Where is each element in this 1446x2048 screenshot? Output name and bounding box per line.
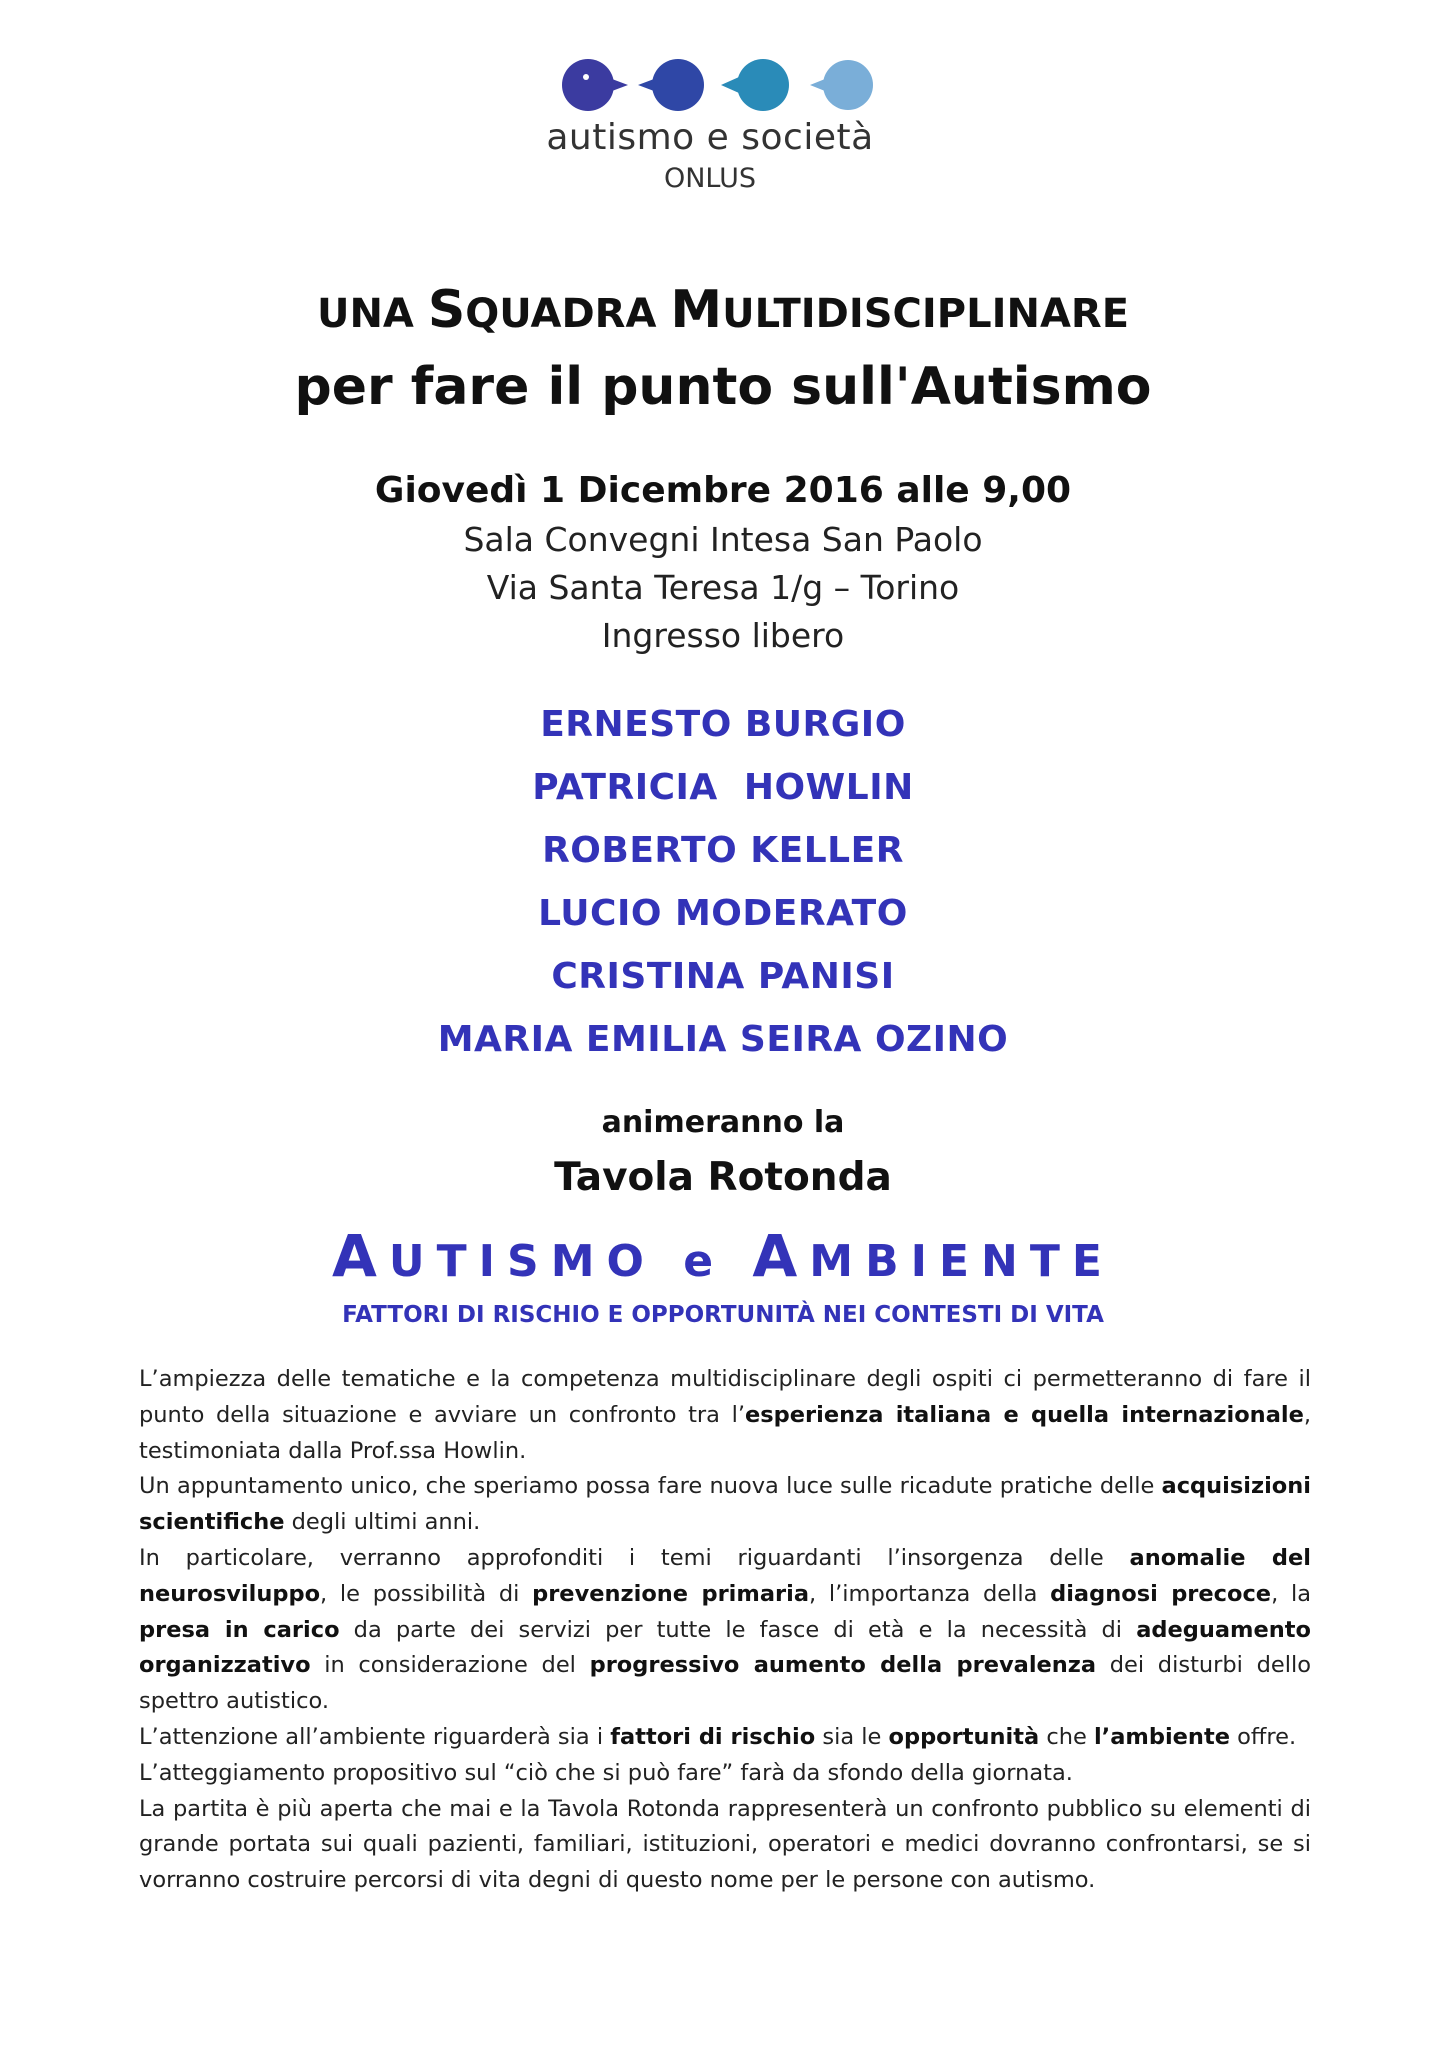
logo-beak-4	[810, 79, 825, 91]
text-run: La partita è più aperta che mai e la Tavola Rotonda rappresenterà un confronto pubblico su elementi di grande portata sui quali pazienti, familiari, istituzioni, operatori e medici dovranno confrontarsi, se si vorranno costruire percorsi di vita degni di questo nome per le persone con autismo.	[139, 1795, 1311, 1894]
roundtable-theme	[0, 1222, 1446, 1290]
headline-line-1	[0, 280, 1446, 340]
speaker-name: MARIA EMILIA SEIRA OZINO	[437, 1019, 1009, 1060]
text-run: , testimoniata dalla Prof.ssa Howlin.	[139, 1401, 1312, 1464]
logo-dot-1	[562, 59, 614, 111]
bold-phrase: presa in carico	[139, 1616, 340, 1643]
speaker-list	[0, 693, 1446, 1071]
headline-part: ULTIDISCIPLINARE	[722, 291, 1130, 337]
speaker-name: CRISTINA PANISI	[551, 956, 895, 997]
text-run: offre.	[1229, 1723, 1297, 1750]
logo-beak-2	[638, 79, 654, 91]
description-paragraph	[139, 1469, 1311, 1541]
text-run: In particolare, verranno approfonditi i temi riguardanti l’insorgenza delle	[139, 1544, 1130, 1571]
logo-onlus: ONLUS	[663, 163, 757, 194]
bold-phrase: fattori di rischio	[610, 1723, 816, 1750]
event-date: Giovedì 1 Dicembre 2016 alle 9,00	[374, 470, 1072, 511]
bold-phrase: anomalie del neurosviluppo	[139, 1544, 1311, 1607]
bold-phrase: l’ambiente	[1093, 1723, 1230, 1750]
text-run: che	[1039, 1723, 1094, 1750]
description-paragraph	[139, 1756, 1311, 1792]
logo	[540, 55, 900, 205]
headline-part: S	[427, 280, 466, 340]
text-run: dei disturbi dello spettro autistico.	[139, 1652, 1311, 1715]
text-run: , le possibilità di	[320, 1580, 533, 1607]
logo-dot-2	[652, 59, 704, 111]
speaker-name: PATRICIA HOWLIN	[532, 767, 914, 808]
theme-part: MBIENTE	[809, 1236, 1114, 1287]
description-paragraph	[139, 1541, 1311, 1720]
logo-birds-icon	[558, 55, 878, 115]
headline-part: M	[670, 280, 723, 340]
event-address: Via Santa Teresa 1/g – Torino	[486, 568, 960, 607]
headline-part: UNA	[316, 291, 428, 337]
text-run: Un appuntamento unico, che speriamo possa fare nuova luce sulle ricadute pratiche delle	[139, 1473, 1162, 1500]
theme-part: UTISMO	[388, 1236, 684, 1287]
bold-phrase: prevenzione primaria	[532, 1580, 810, 1607]
theme-part: e	[683, 1236, 753, 1287]
logo-name: autismo e società	[546, 117, 874, 158]
event-venue: Sala Convegni Intesa San Paolo	[463, 520, 983, 559]
text-run: L’ampiezza delle tematiche e la competenza multidisciplinare degli ospiti ci permetteranno di fare il punto della situazione e avviare un confronto tra l’	[139, 1366, 1311, 1428]
event-entry: Ingresso libero	[601, 616, 845, 655]
roundtable-subtitle: FATTORI DI RISCHIO E OPPORTUNITÀ NEI CONTESTI DI VITA	[342, 1302, 1104, 1328]
text-run: L’atteggiamento propositivo sul “ciò che si può fare” farà da sfondo della giornata.	[139, 1759, 1073, 1786]
theme-part: A	[752, 1222, 810, 1290]
bold-phrase: adeguamento organizzativo	[139, 1616, 1311, 1679]
description-text	[139, 1362, 1311, 1899]
speaker-name: LUCIO MODERATO	[538, 893, 908, 934]
text-run: degli ultimi anni.	[284, 1509, 481, 1536]
description-paragraph	[139, 1792, 1311, 1899]
headline-line-2: per fare il punto sull'Autismo	[294, 357, 1152, 417]
text-run: in considerazione del	[310, 1652, 590, 1679]
roundtable-name: Tavola Rotonda	[554, 1155, 892, 1200]
speaker-name: ERNESTO BURGIO	[540, 704, 906, 745]
logo-dot-4	[823, 60, 873, 110]
bold-phrase: diagnosi precoce	[1050, 1580, 1272, 1607]
logo-dot-3	[737, 59, 789, 111]
description-paragraph	[139, 1720, 1311, 1756]
speaker-name: ROBERTO KELLER	[542, 830, 904, 871]
text-run: da parte dei servizi per tutte le fasce di età e la necessità di	[339, 1616, 1137, 1643]
bold-phrase: esperienza italiana e quella internazionale	[745, 1401, 1304, 1428]
logo-beak-3	[721, 77, 739, 93]
text-run: L’attenzione all’ambiente riguarderà sia i	[139, 1723, 611, 1750]
logo-beak-1	[612, 79, 628, 91]
bold-phrase: acquisizioni scientifiche	[139, 1473, 1311, 1536]
roundtable-intro: animeranno la	[601, 1105, 845, 1140]
theme-part: A	[332, 1222, 389, 1290]
text-run: , l’importanza della	[809, 1580, 1051, 1607]
text-run: sia le	[815, 1723, 889, 1750]
bold-phrase: opportunità	[888, 1723, 1040, 1750]
bold-phrase: progressivo aumento della prevalenza	[589, 1652, 1097, 1679]
description-paragraph	[139, 1362, 1311, 1469]
text-run: , la	[1271, 1580, 1311, 1607]
headline-part: QUADRA	[465, 291, 671, 337]
